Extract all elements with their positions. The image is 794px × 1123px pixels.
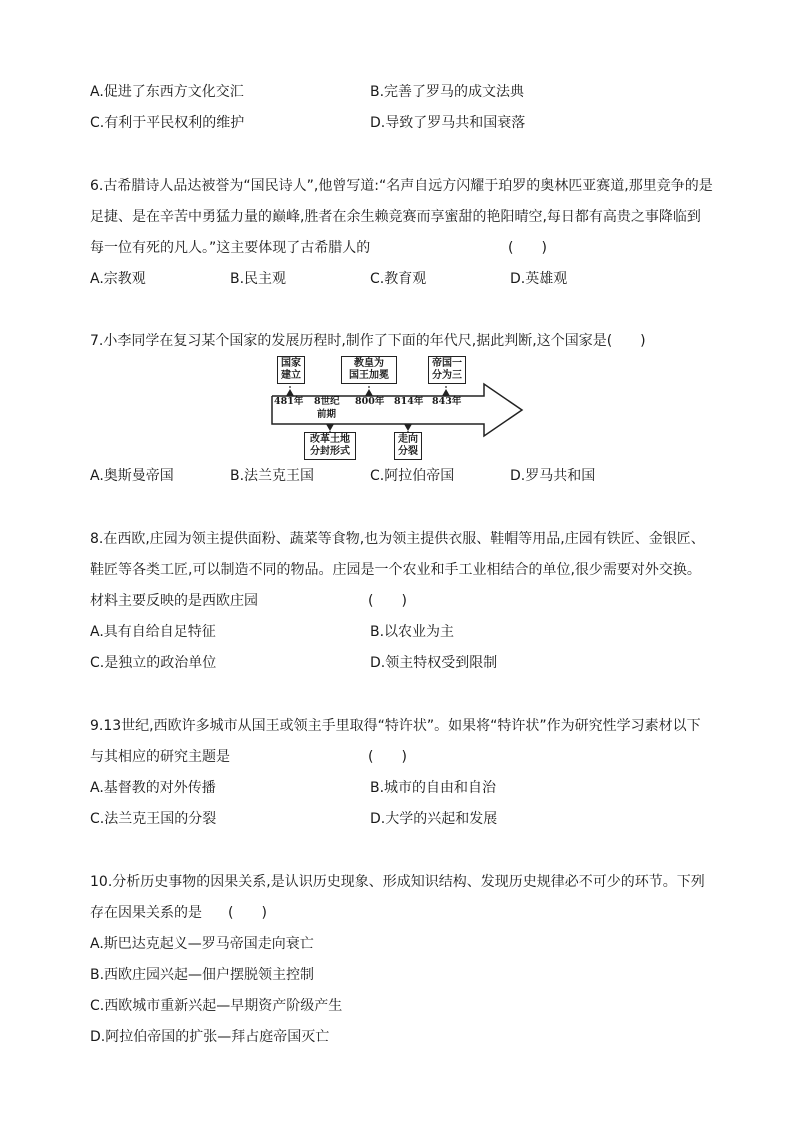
q8-stem-line-2: 鞋匠等各类工匠,可以制造不同的物品。庄园是一个农业和手工业相结合的单位,很少需要对外交换。 [90,562,701,578]
q9-stem-line-1: 9.13世纪,西欧许多城市从国王或领主手里取得“特许状”。如果将“特许状”作为研究性学习素材以下 [90,718,701,734]
timeline-event-text: 帝国一 [432,358,462,369]
q10-option-c[interactable]: C.西欧城市重新兴起—早期资产阶级产生 [90,998,343,1014]
q6-stem-line-3: 每一位有死的凡人。”这主要体现了古希腊人的 [90,240,371,256]
timeline-year-label: 8世纪 [314,396,340,407]
q7-option-d[interactable]: D.罗马共和国 [510,468,596,484]
q7-timeline-diagram [268,354,528,464]
q9-option-a[interactable]: A.基督教的对外传播 [90,780,216,796]
q8-option-b[interactable]: B.以农业为主 [370,624,455,640]
q9-answer-paren: ( ) [368,749,407,765]
timeline-year-label: 843年 [432,396,462,407]
q5-option-b[interactable]: B.完善了罗马的成文法典 [370,84,525,100]
timeline-event-text: 改革土地 [310,434,350,445]
q5-option-c[interactable]: C.有利于平民权利的维护 [90,115,245,131]
timeline-event-text: 国家 [281,358,301,369]
q8-option-a[interactable]: A.具有自给自足特征 [90,624,216,640]
q6-stem-line-1: 6.古希腊诗人品达被誉为“国民诗人”,他曾写道:“名声自远方闪耀于珀罗的奥林匹亚赛道,那里竞争的是 [90,178,713,194]
q7-option-b[interactable]: B.法兰克王国 [230,468,315,484]
timeline-event-box [304,432,356,460]
q10-option-d[interactable]: D.阿拉伯帝国的扩张—拜占庭帝国灭亡 [90,1029,330,1045]
timeline-event-box [277,356,305,384]
q5-option-d[interactable]: D.导致了罗马共和国衰落 [370,115,526,131]
timeline-event-text: 国王加冕 [349,370,389,381]
q9-stem-line-2: 与其相应的研究主题是 [90,749,230,765]
timeline-event-box [428,356,466,384]
q6-stem-line-2: 足捷、是在辛苦中勇猛力量的巅峰,胜者在余生赖竞赛而享蜜甜的艳阳晴空,每日都有高贵之事降临到 [90,209,701,225]
q10-stem-line-2: 存在因果关系的是 [90,905,202,921]
q8-option-d[interactable]: D.领主特权受到限制 [370,655,498,671]
q9-option-d[interactable]: D.大学的兴起和发展 [370,811,498,827]
q7-stem: 7.小李同学在复习某个国家的发展历程时,制作了下面的年代尺,据此判断,这个国家是( ) [90,333,646,349]
q9-option-c[interactable]: C.法兰克王国的分裂 [90,811,217,827]
q8-stem-line-1: 8.在西欧,庄园为领主提供面粉、蔬菜等食物,也为领主提供衣服、鞋帽等用品,庄园有铁匠、金银匠、 [90,531,705,547]
q6-answer-paren: ( ) [508,240,547,256]
q6-option-b[interactable]: B.民主观 [230,271,287,287]
q10-answer-paren: ( ) [228,905,267,921]
timeline-event-text: 分封形式 [310,446,350,457]
timeline-year-label: 800年 [355,396,385,407]
q8-answer-paren: ( ) [368,593,407,609]
q8-option-c[interactable]: C.是独立的政治单位 [90,655,217,671]
timeline-event-text: 走向 [398,434,418,445]
timeline-year-label: 481年 [274,396,304,407]
timeline-year-label: 814年 [394,396,424,407]
timeline-event-text: 分为三 [432,370,462,381]
q6-option-a[interactable]: A.宗教观 [90,271,146,287]
q5-option-a[interactable]: A.促进了东西方文化交汇 [90,84,244,100]
q9-option-b[interactable]: B.城市的自由和自治 [370,780,497,796]
q7-option-c[interactable]: C.阿拉伯帝国 [370,468,455,484]
q10-option-b[interactable]: B.西欧庄园兴起—佃户摆脱领主控制 [90,967,315,983]
timeline-event-text: 教皇为 [354,358,384,369]
timeline-event-text: 分裂 [398,446,418,457]
timeline-event-box [394,432,422,460]
q8-stem-line-3: 材料主要反映的是西欧庄园 [90,593,258,609]
q10-stem-line-1: 10.分析历史事物的因果关系,是认识历史现象、形成知识结构、发现历史规律必不可少的环节。下列 [90,874,705,890]
q6-option-c[interactable]: C.教育观 [370,271,427,287]
q7-option-a[interactable]: A.奥斯曼帝国 [90,468,174,484]
q10-option-a[interactable]: A.斯巴达克起义—罗马帝国走向衰亡 [90,936,314,952]
timeline-event-text: 建立 [281,370,301,381]
timeline-event-box [341,356,397,384]
q6-option-d[interactable]: D.英雄观 [510,271,568,287]
timeline-year-label: 前期 [317,409,337,420]
